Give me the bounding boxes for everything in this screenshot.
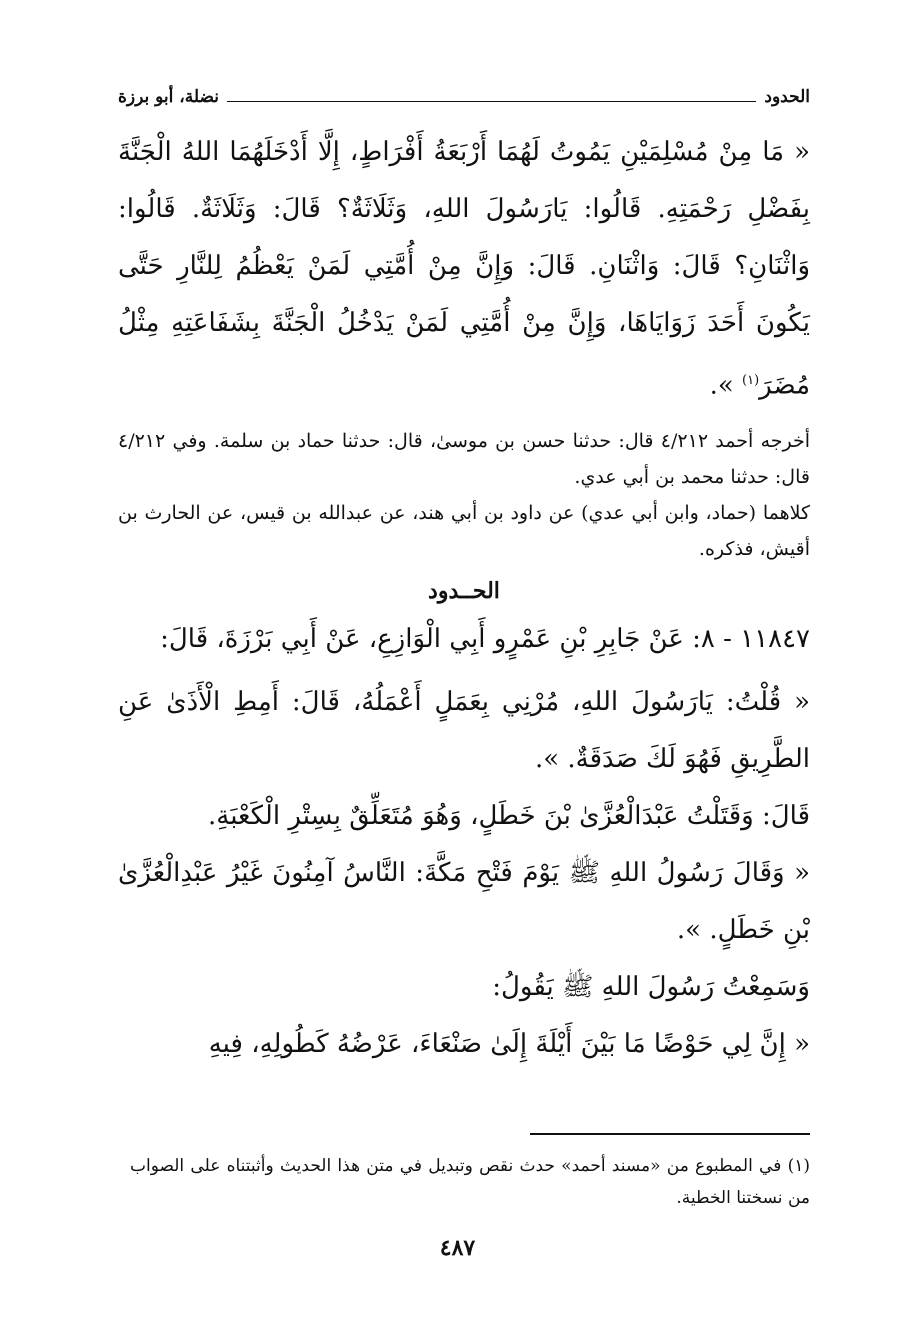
page-number: ٤٨٧ [439, 1235, 476, 1261]
page-body [118, 82, 810, 1073]
hadith-body: « مَا مِنْ مُسْلِمَيْنِ يَمُوتُ لَهُمَا أَرْبَعَةُ أَفْرَاطٍ، إِلَّا أَدْخَلَهُمَا اللهُ الْجَنَّةَ بِفَضْلِ رَحْمَتِهِ. قَالُوا: يَارَسُولَ اللهِ، وَثَلَاثَةٌ؟ قَالَ: وَثَلَاثَةٌ. قَالُوا: وَاثْنَانِ؟ قَالَ: وَاثْنَانِ. قَالَ: وَإِنَّ مِنْ أُمَّتِي لَمَنْ يَعْظُمُ لِلنَّارِ حَتَّى يَكُونَ أَحَدَ زَوَايَاهَا، وَإِنَّ مِنْ أُمَّتِي لَمَنْ يَدْخُلُ الْجَنَّةَ بِشَفَاعَتِهِ مِثْلُ مُضَرَ [118, 137, 810, 401]
header-rule [227, 101, 756, 102]
footnote: (١) في المطبوع من «مسند أحمد» حدث نقص وتبديل في متن هذا الحديث وأثبتناه على الصواب من نسختنا الخطية. [130, 1156, 810, 1208]
hadith-end: ». [709, 370, 743, 401]
section-title: الحــدود [428, 577, 500, 604]
takhrij-note: أخرجه أحمد ٤/٢١٢ قال: حدثنا حسن بن موسىٰ، قال: حدثنا حماد بن سلمة. وفي ٤/٢١٢ قال: حدثنا محمد بن أبي عدي. [118, 429, 811, 488]
header-chapter: الحدود [764, 87, 810, 107]
footnote-marker: (١) [742, 373, 760, 388]
hadith-paragraph: قَالَ: وَقَتَلْتُ عَبْدَالْعُزَّىٰ بْنَ خَطَلٍ، وَهُوَ مُتَعَلِّقٌ بِسِتْرِ الْكَعْبَةِ. [207, 800, 810, 831]
footnote-rule [530, 1133, 810, 1135]
hadith-text [118, 124, 810, 415]
hadith-paragraph: « وَقَالَ رَسُولُ اللهِ ﷺ يَوْمَ فَتْحِ مَكَّةَ: النَّاسُ آمِنُونَ غَيْرُ عَبْدِالْعُزَّىٰ بْنِ خَطَلٍ. ». [118, 857, 810, 945]
hadith-number-line: ١١٨٤٧ - ٨: عَنْ جَابِرِ بْنِ عَمْرٍو أَبِي الْوَازِعِ، عَنْ أَبِي بَرْزَةَ، قَالَ: [160, 623, 810, 654]
running-header [118, 82, 810, 112]
takhrij-note-2: كلاهما (حماد، وابن أبي عدي) عن داود بن أبي هند، عن عبدالله بن قيس، عن الحارث بن أقيش، فذكره. [118, 501, 810, 560]
hadith-paragraph: « إِنَّ لِي حَوْضًا مَا بَيْنَ أَيْلَةَ إِلَىٰ صَنْعَاءَ، عَرْضُهُ كَطُولِهِ، فِيهِ [208, 1028, 810, 1059]
hadith-paragraph: وَسَمِعْتُ رَسُولَ اللهِ ﷺ يَقُولُ: [492, 971, 810, 1002]
header-section: نضلة، أبو برزة [118, 87, 220, 107]
hadith-paragraph: « قُلْتُ: يَارَسُولَ اللهِ، مُرْنِي بِعَمَلٍ أَعْمَلُهُ، قَالَ: أَمِطِ الْأَذَىٰ عَنِ الطَّرِيقِ فَهُوَ لَكَ صَدَقَةٌ. ». [118, 686, 810, 774]
